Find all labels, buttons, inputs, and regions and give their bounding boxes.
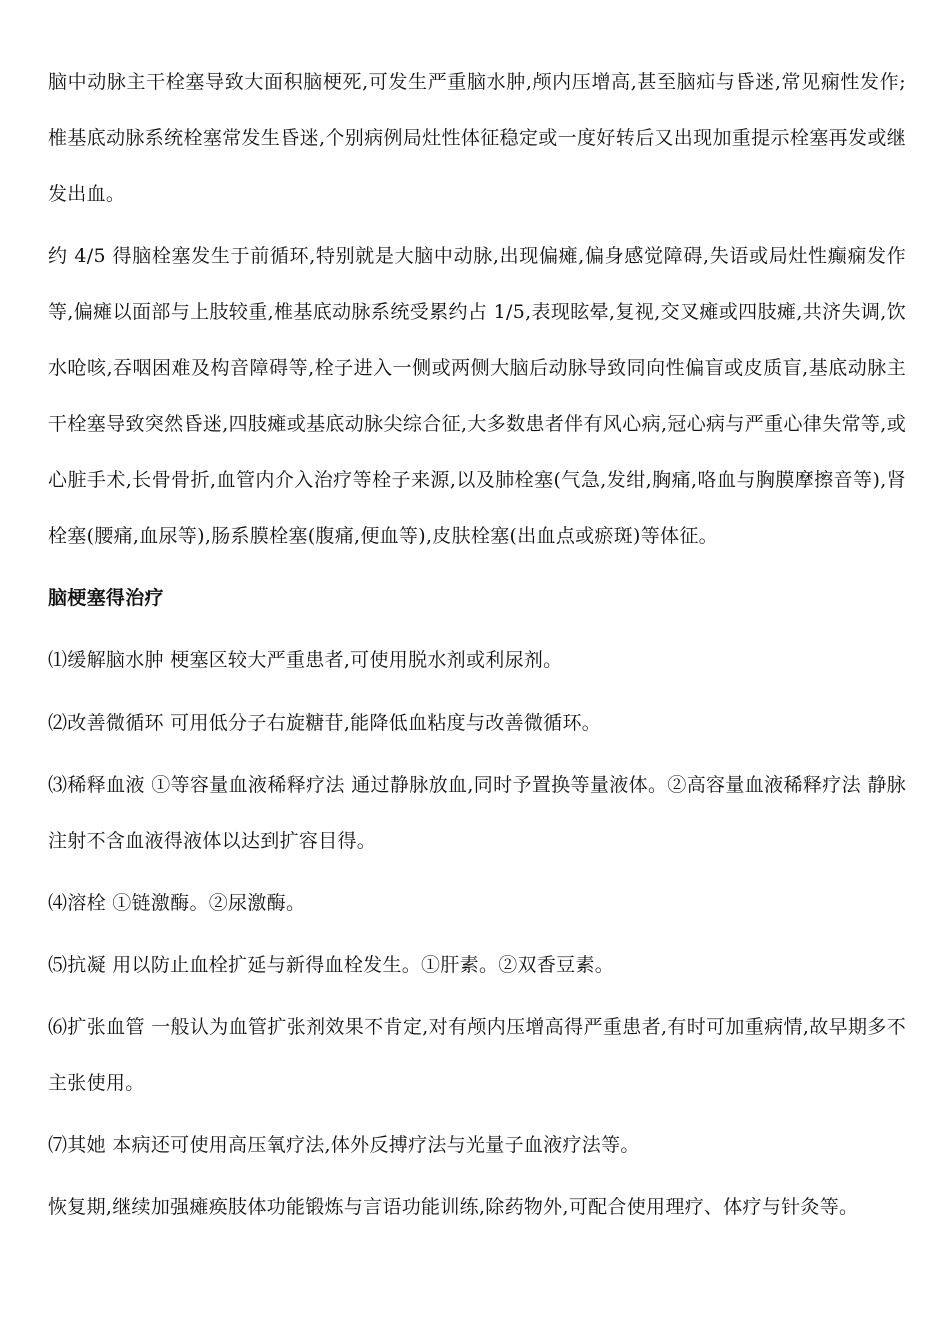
treatment-item: ⑺其她 本病还可使用高压氧疗法,体外反搏疗法与光量子血液疗法等。: [48, 1133, 640, 1156]
treatment-item: ⑶稀释血液 ①等容量血液稀释疗法 通过静脉放血,同时予置换等量液体。②高容量血液稀释疗法 静脉注射不含血液得液体以达到扩容目得。: [48, 773, 906, 852]
paragraph-embolism-severity: 脑中动脉主干栓塞导致大面积脑梗死,可发生严重脑水肿,颅内压增高,甚至脑疝与昏迷,常见痫性发作;椎基底动脉系统栓塞常发生昏迷,个别病例局灶性体征稳定或一度好转后又出现加重提示栓塞再发或继发出血。: [48, 71, 906, 206]
section-heading: 脑梗塞得治疗: [48, 587, 164, 610]
treatment-item: ⑷溶栓 ①链激酶。②尿激酶。: [48, 891, 306, 914]
paragraph-embolism-symptoms: 约 4/5 得脑栓塞发生于前循环,特别就是大脑中动脉,出现偏瘫,偏身感觉障碍,失语或局灶性癫痫发作等,偏瘫以面部与上肢较重,椎基底动脉系统受累约占 1/5,表现眩晕,复视,交叉瘫或四肢瘫,共济失调,饮水呛咳,吞咽困难及构音障碍等,栓子进入一侧或两侧大脑后动脉导致同向性偏盲或皮质盲,基底动脉主干栓塞导致突然昏迷,四肢瘫或基底动脉尖综合征,大多数患者伴有风心病,冠心病与严重心律失常等,或心脏手术,长骨骨折,血管内介入治疗等栓子来源,以及肺栓塞(气急,发绀,胸痛,咯血与胸膜摩擦音等),肾栓塞(腰痛,血尿等),肠系膜栓塞(腹痛,便血等),皮肤栓塞(出血点或瘀斑)等体征。: [48, 245, 906, 548]
treatment-item: ⑵改善微循环 可用低分子右旋糖苷,能降低血粘度与改善微循环。: [48, 711, 602, 734]
treatment-item: ⑸抗凝 用以防止血栓扩延与新得血栓发生。①肝素。②双香豆素。: [48, 953, 615, 976]
closing-paragraph: 恢复期,继续加强瘫痪肢体功能锻炼与言语功能训练,除药物外,可配合使用理疗、体疗与针灸等。: [48, 1195, 859, 1218]
document-page: [48, 54, 906, 1241]
treatment-item: ⑹扩张血管 一般认为血管扩张剂效果不肯定,对有颅内压增高得严重患者,有时可加重病情,故早期多不主张使用。: [48, 1015, 906, 1094]
treatment-item: ⑴缓解脑水肿 梗塞区较大严重患者,可使用脱水剂或利尿剂。: [48, 649, 563, 672]
